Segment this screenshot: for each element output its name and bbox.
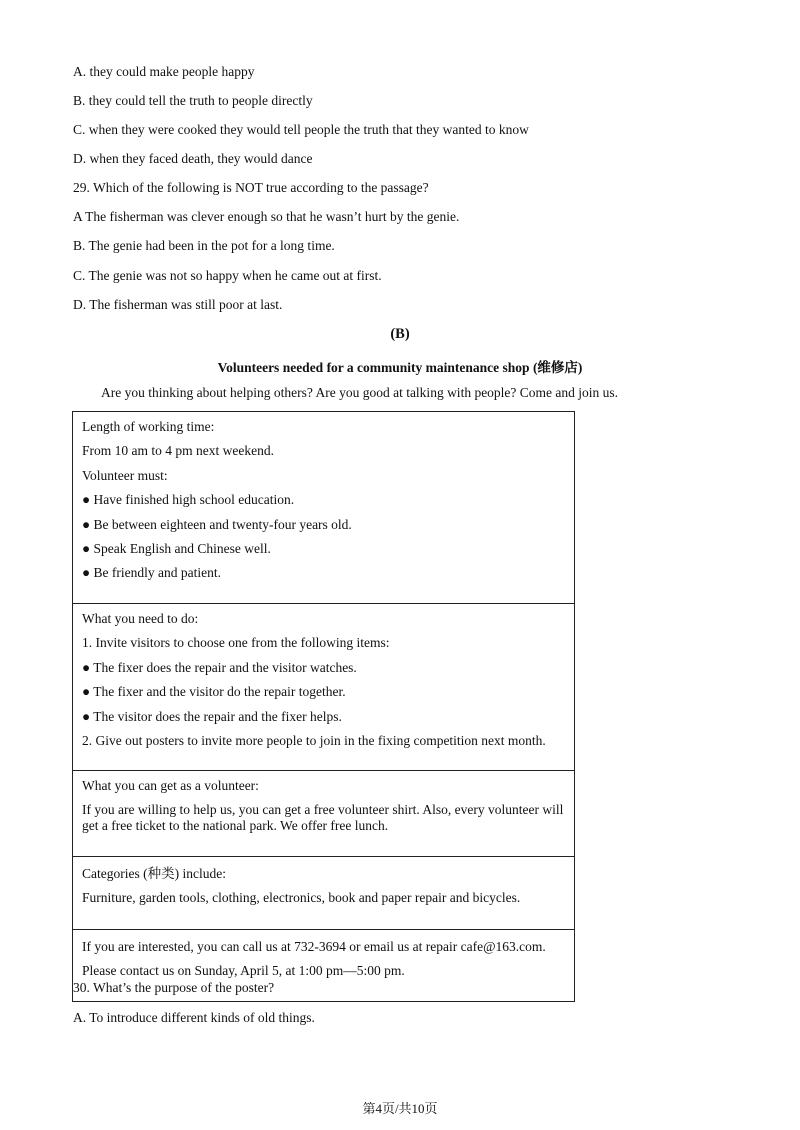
categories-heading: Categories (种类) include: xyxy=(82,866,226,881)
page-footer: 第4页/共10页 xyxy=(362,1101,438,1116)
q28-option-b: B. they could tell the truth to people directly xyxy=(73,93,313,108)
benefits-heading: What you can get as a volunteer: xyxy=(82,778,259,793)
requirement-item: ● Be between eighteen and twenty-four years old. xyxy=(82,516,352,532)
poster-section-benefits xyxy=(73,770,574,856)
poster-section-working-time xyxy=(73,412,574,603)
poster-section-categories xyxy=(73,856,574,929)
section-label: (B) xyxy=(390,326,410,342)
q29-option-d: D. The fisherman was still poor at last. xyxy=(73,297,283,312)
poster-section-tasks xyxy=(73,603,574,770)
poster-box xyxy=(72,411,575,1002)
q28-option-a: A. they could make people happy xyxy=(73,64,255,79)
tasks-heading: What you need to do: xyxy=(82,611,199,626)
requirement-item: ● Speak English and Chinese well. xyxy=(82,541,271,557)
task-item: 1. Invite visitors to choose one from the following items: xyxy=(82,635,390,651)
q30-option-a: A. To introduce different kinds of old things. xyxy=(73,1010,315,1025)
contact-info: If you are interested, you can call us at 732-3694 or email us at repair cafe@163.com. xyxy=(82,939,546,954)
section-title: Volunteers needed for a community maintenance shop (维修店) xyxy=(217,360,583,375)
requirements-heading: Volunteer must: xyxy=(82,467,168,483)
q28-option-c: C. when they were cooked they would tell people the truth that they wanted to know xyxy=(73,122,529,137)
working-time-heading: Length of working time: xyxy=(82,419,215,434)
benefits-body: If you are willing to help us, you can get a free volunteer shirt. Also, every volunteer will get a free ticket to the national park. We offer free lunch. xyxy=(82,802,564,834)
contact-time: Please contact us on Sunday, April 5, at 1:00 pm—5:00 pm. xyxy=(82,963,405,979)
q29-question: 29. Which of the following is NOT true according to the passage? xyxy=(73,180,429,195)
section-intro: Are you thinking about helping others? Are you good at talking with people? Come and join us. xyxy=(101,385,619,400)
q28-option-d: D. when they faced death, they would dance xyxy=(73,151,313,166)
q29-option-a: A The fisherman was clever enough so that he wasn’t hurt by the genie. xyxy=(73,209,460,224)
task-option: ● The visitor does the repair and the fixer helps. xyxy=(82,708,342,724)
task-option: ● The fixer and the visitor do the repair together. xyxy=(82,684,346,700)
task-option: ● The fixer does the repair and the visitor watches. xyxy=(82,659,357,675)
categories-list: Furniture, garden tools, clothing, electronics, book and paper repair and bicycles. xyxy=(82,890,521,906)
q30-question: 30. What’s the purpose of the poster? xyxy=(73,980,275,995)
requirement-item: ● Be friendly and patient. xyxy=(82,565,221,581)
q29-option-c: C. The genie was not so happy when he came out at first. xyxy=(73,268,382,283)
task-item: 2. Give out posters to invite more people to join in the fixing competition next month. xyxy=(82,733,546,749)
requirement-item: ● Have finished high school education. xyxy=(82,492,295,508)
q29-option-b: B. The genie had been in the pot for a long time. xyxy=(73,238,335,253)
working-time-value: From 10 am to 4 pm next weekend. xyxy=(82,443,274,459)
